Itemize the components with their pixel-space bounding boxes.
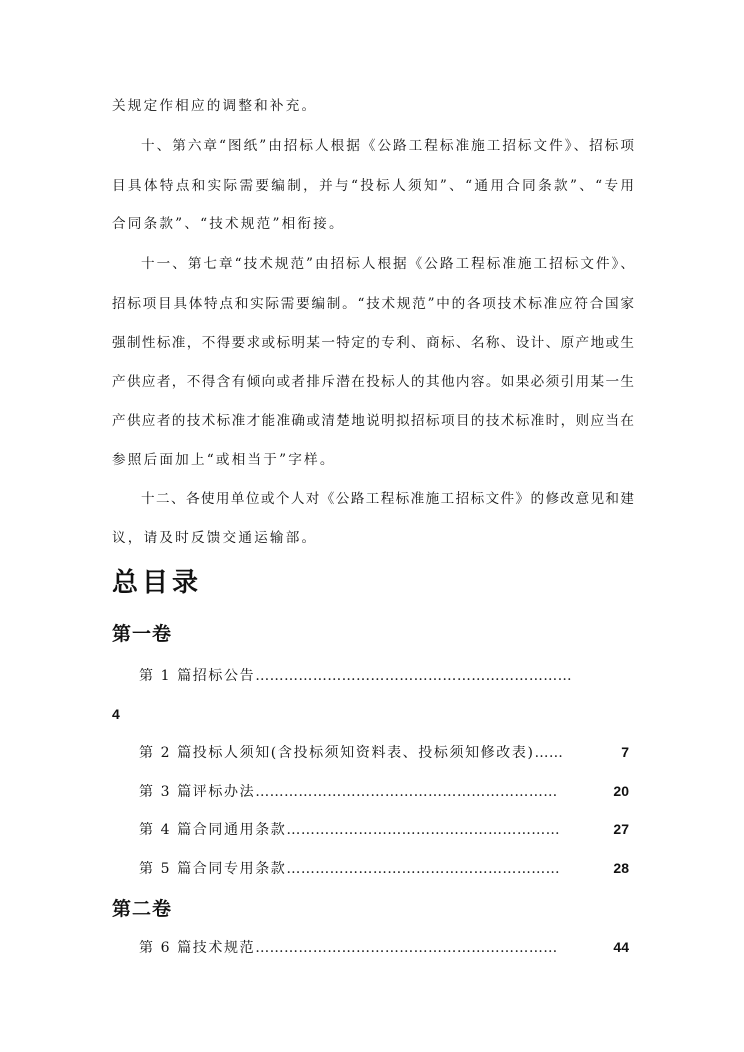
toc-entry-1[interactable]: [139, 665, 634, 687]
toc-leader-dots: …………………………………………………: [286, 861, 561, 877]
toc-entry-label: 第 3 篇评标办法: [139, 784, 256, 800]
toc-leader-dots: ……: [534, 745, 564, 761]
paragraph-11-line-4: 产供应者，不得含有倾向或者排斥潜在投标人的其他内容。如果必须引用某一生: [112, 374, 634, 390]
toc-title: 总目录: [112, 568, 203, 598]
toc-leader-dots: ………………………………………………………: [255, 784, 558, 800]
toc-entry-5[interactable]: [139, 857, 629, 880]
toc-entry-label: 第 4 篇合同通用条款: [139, 822, 287, 838]
toc-entry-3[interactable]: [139, 780, 629, 803]
paragraph-12-line-2: 议，请及时反馈交通运输部。: [112, 530, 318, 546]
toc-page-number: 28: [613, 860, 629, 876]
volume-1-title: 第一卷: [112, 623, 173, 645]
toc-entry-label: 第 5 篇合同专用条款: [139, 861, 287, 877]
toc-entry-label: 第 6 篇技术规范: [139, 940, 256, 956]
toc-leader-dots: ………………………………………………………: [255, 940, 558, 956]
paragraph-12-line-1: 十二、各使用单位或个人对《公路工程标准施工招标文件》的修改意见和建: [141, 491, 634, 507]
paragraph-10-line-1: 十、第六章“图纸”由招标人根据《公路工程标准施工招标文件》、招标项: [141, 138, 634, 154]
paragraph-10-line-3: 合同条款”、“技术规范”相衔接。: [112, 216, 345, 232]
toc-entry-6[interactable]: [139, 936, 629, 959]
paragraph-11-line-6: 参照后面加上“或相当于”字样。: [112, 452, 336, 468]
paragraph-11-line-2: 招标项目具体特点和实际需要编制。“技术规范”中的各项技术标准应符合国家: [112, 296, 634, 312]
paragraph-11-line-1: 十一、第七章“技术规范”由招标人根据《公路工程标准施工招标文件》、: [141, 256, 634, 272]
toc-page-number: 27: [613, 821, 629, 837]
toc-page-number: 44: [613, 939, 629, 955]
paragraph-11-line-5: 产供应者的技术标准才能准确或清楚地说明拟招标项目的技术标准时，则应当在: [112, 413, 634, 429]
volume-2-title: 第二卷: [112, 898, 173, 920]
paragraph-10-line-2: 目具体特点和实际需要编制，并与“投标人须知”、“通用合同条款”、“专用: [112, 178, 634, 194]
paragraph-11-line-3: 强制性标准，不得要求或标明某一特定的专利、商标、名称、设计、原产地或生: [112, 335, 634, 351]
toc-page-number: 7: [621, 744, 629, 760]
toc-entry-4[interactable]: [139, 818, 629, 841]
toc-entry-1-page[interactable]: 4: [112, 706, 120, 722]
toc-entry-label: 第 1 篇招标公告: [139, 668, 256, 684]
toc-entry-label: 第 2 篇投标人须知(含投标须知资料表、投标须知修改表): [139, 745, 535, 761]
toc-leader-dots: …………………………………………………………: [255, 668, 573, 684]
toc-entry-2[interactable]: [139, 741, 629, 764]
toc-page-number: 20: [613, 783, 629, 799]
paragraph-9-tail: 关规定作相应的调整和补充。: [112, 98, 318, 114]
toc-leader-dots: …………………………………………………: [286, 822, 561, 838]
